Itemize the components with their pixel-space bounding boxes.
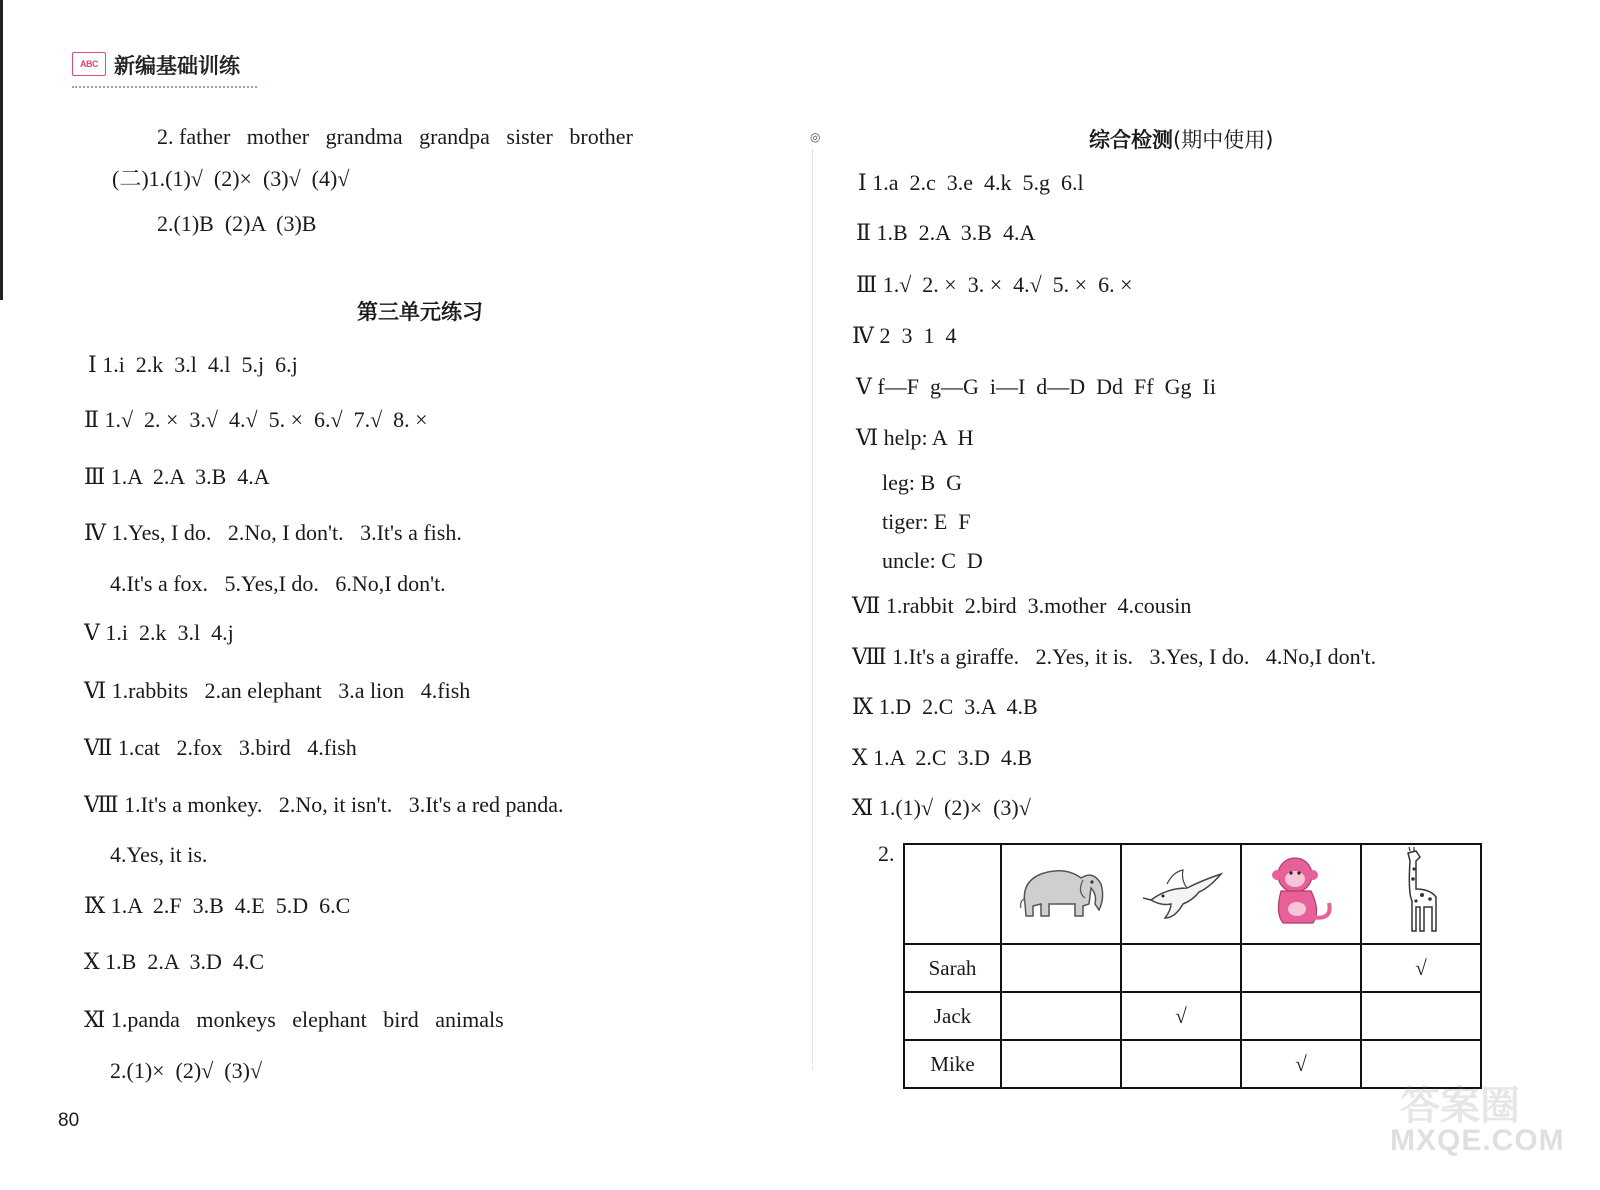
check-cell <box>1001 992 1121 1040</box>
answer-line: Ⅰ 1.i 2.k 3.l 4.l 5.j 6.j <box>88 352 298 377</box>
bird-cell <box>1121 844 1241 944</box>
check-cell <box>1241 944 1361 992</box>
answer-line: Ⅹ 1.B 2.A 3.D 4.C <box>84 949 265 974</box>
watermark <box>1390 1072 1565 1162</box>
monkey-icon <box>1253 851 1349 931</box>
section-title-main: 综合检测 <box>1089 128 1173 152</box>
bird-icon <box>1133 858 1229 924</box>
answer-line: 2.(1)B (2)A (3)B <box>157 211 317 236</box>
answer-line: 4.It's a fox. 5.Yes,I do. 6.No,I don't. <box>110 571 446 596</box>
answer-line: Ⅲ 1.A 2.A 3.B 4.A <box>84 464 270 489</box>
check-cell: √ <box>1121 992 1241 1040</box>
answer-line: Ⅴ f—F g—G i—I d—D Dd Ff Gg Ii <box>856 374 1216 399</box>
check-cell <box>1001 944 1121 992</box>
check-cell <box>1001 1040 1121 1088</box>
table-header-row <box>904 844 1481 944</box>
watermark-text: MXQE.COM <box>1390 1124 1565 1157</box>
header-dotted-rule <box>72 86 257 88</box>
check-cell <box>1121 1040 1241 1088</box>
answer-line: Ⅹ 1.A 2.C 3.D 4.B <box>852 745 1033 770</box>
check-cell: √ <box>1241 1040 1361 1088</box>
answer-line: Ⅺ 1.panda monkeys elephant bird animals <box>84 1007 504 1032</box>
answer-line: Ⅺ 1.(1)√ (2)× (3)√ <box>852 795 1031 820</box>
table-label: 2. <box>878 841 895 866</box>
answer-line: Ⅲ 1.√ 2. × 3. × 4.√ 5. × 6. × <box>856 272 1133 297</box>
answer-line: Ⅶ 1.rabbit 2.bird 3.mother 4.cousin <box>852 593 1192 618</box>
answer-line: uncle: C D <box>882 548 983 573</box>
answer-line: Ⅷ 1.It's a giraffe. 2.Yes, it is. 3.Yes, I do. 4.No,I don't. <box>852 644 1377 669</box>
table-row-sarah <box>904 944 1481 992</box>
book-title: 新编基础训练 <box>114 54 240 78</box>
giraffe-icon <box>1386 845 1456 937</box>
gutter-mark: ◎ <box>810 130 821 144</box>
answer-line: Ⅴ 1.i 2.k 3.l 4.j <box>84 620 234 645</box>
answer-line: 2.(1)× (2)√ (3)√ <box>110 1058 263 1083</box>
table-corner-cell <box>904 844 1001 944</box>
answer-line: Ⅸ 1.A 2.F 3.B 4.E 5.D 6.C <box>84 893 351 918</box>
answer-line: Ⅳ 1.Yes, I do. 2.No, I don't. 3.It's a fish. <box>84 520 462 545</box>
monkey-cell <box>1241 844 1361 944</box>
answer-line: Ⅳ 2 3 1 4 <box>852 323 957 348</box>
check-cell <box>1361 992 1481 1040</box>
answer-line: Ⅸ 1.D 2.C 3.A 4.B <box>852 694 1038 719</box>
section-title-midterm <box>1089 130 1273 151</box>
answer-line: leg: B G <box>882 470 963 495</box>
answer-line: Ⅶ 1.cat 2.fox 3.bird 4.fish <box>84 735 357 760</box>
row-name: Mike <box>904 1040 1001 1088</box>
row-name: Sarah <box>904 944 1001 992</box>
answer-line: Ⅱ 1.B 2.A 3.B 4.A <box>856 220 1036 245</box>
giraffe-cell <box>1361 844 1481 944</box>
page-gutter <box>812 150 813 1070</box>
answer-line: 4.Yes, it is. <box>110 842 208 867</box>
answer-line: (二)1.(1)√ (2)× (3)√ (4)√ <box>112 166 350 191</box>
section-title-unit3: 第三单元练习 <box>357 300 483 324</box>
elephant-cell <box>1001 844 1121 944</box>
animal-check-table <box>903 843 1482 1089</box>
page-edge <box>0 0 3 300</box>
section-title-paren: (期中使用) <box>1173 128 1274 152</box>
answer-line: tiger: E F <box>882 509 971 534</box>
check-cell: √ <box>1361 944 1481 992</box>
answer-line: Ⅵ 1.rabbits 2.an elephant 3.a lion 4.fish <box>84 678 471 703</box>
answer-line: Ⅵ help: A H <box>856 425 974 450</box>
answer-line: 2. father mother grandma grandpa sister brother <box>157 124 633 149</box>
answer-line: Ⅱ 1.√ 2. × 3.√ 4.√ 5. × 6.√ 7.√ 8. × <box>84 407 428 432</box>
answer-line: Ⅰ 1.a 2.c 3.e 4.k 5.g 6.l <box>858 170 1084 195</box>
page-number: 80 <box>58 1110 80 1131</box>
row-name: Jack <box>904 992 1001 1040</box>
elephant-icon <box>1013 858 1109 924</box>
watermark-logo: 答案圈 <box>1400 1083 1520 1129</box>
book-header <box>72 48 262 92</box>
check-cell <box>1121 944 1241 992</box>
table-row-jack <box>904 992 1481 1040</box>
check-cell <box>1241 992 1361 1040</box>
answer-line: Ⅷ 1.It's a monkey. 2.No, it isn't. 3.It's a red panda. <box>84 792 564 817</box>
abc-logo: ABC <box>72 52 106 76</box>
